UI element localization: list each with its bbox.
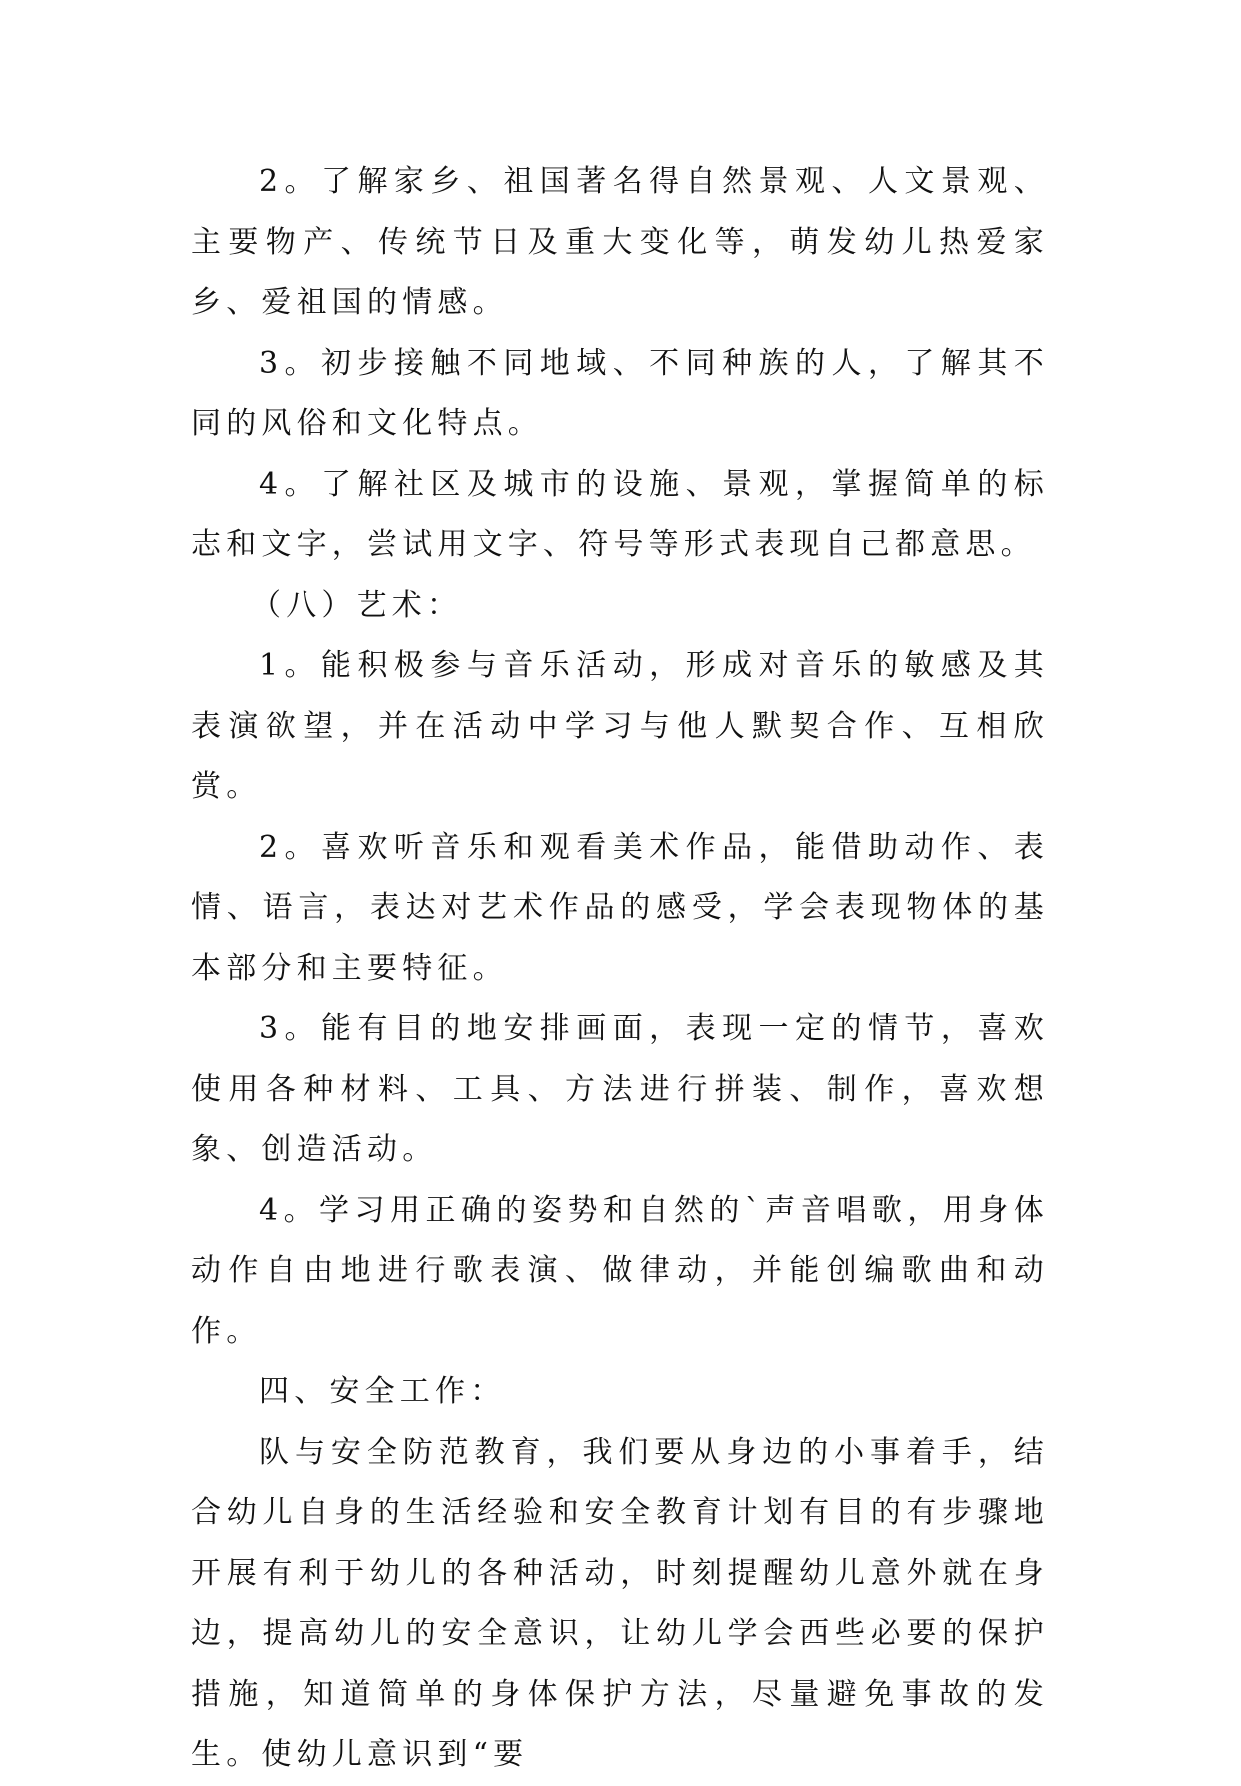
paragraph-art-3-creation: 3。能有目的地安排画面，表现一定的情节，喜欢使用各种材料、工具、方法进行拼装、制作，喜欢想象、创造活动。: [191, 1011, 1049, 1167]
paragraph-goal-4-community: 4。了解社区及城市的设施、景观，掌握简单的标志和文字，尝试用文字、符号等形式表现自己都意思。: [191, 466, 1049, 562]
paragraph-goal-2-hometown: 2。了解家乡、祖国著名得自然景观、人文景观、主要物产、传统节日及重大变化等，萌发幼儿热爱家乡、爱祖国的情感。: [191, 164, 1049, 320]
document-body: [191, 152, 1049, 1786]
paragraph-safety-education: 队与安全防范教育，我们要从身边的小事着手，结合幼儿自身的生活经验和安全教育计划有目的有步骤地开展有利于幼儿的各种活动，时刻提醒幼儿意外就在身边，提高幼儿的安全意识，让幼儿学会西些必要的保护措施，知道简单的身体保护方法，尽量避免事故的发生。使幼儿意识到“要: [191, 1434, 1049, 1772]
paragraph-goal-3-ethnic-groups: 3。初步接触不同地域、不同种族的人，了解其不同的风俗和文化特点。: [191, 345, 1049, 441]
paragraph-art-1-music: 1。能积极参与音乐活动，形成对音乐的敏感及其表演欲望，并在活动中学习与他人默契合作、互相欣赏。: [191, 648, 1049, 804]
paragraph-art-4-singing: 4。学习用正确的姿势和自然的`声音唱歌，用身体动作自由地进行歌表演、做律动，并能创编歌曲和动作。: [191, 1192, 1049, 1349]
paragraph-art-2-appreciation: 2。喜欢听音乐和观看美术作品，能借助动作、表情、语言，表达对艺术作品的感受，学会表现物体的基本部分和主要特征。: [191, 829, 1049, 986]
section-heading-safety: 四、安全工作：: [259, 1374, 506, 1409]
section-heading-art: （八）艺术：: [251, 587, 463, 623]
